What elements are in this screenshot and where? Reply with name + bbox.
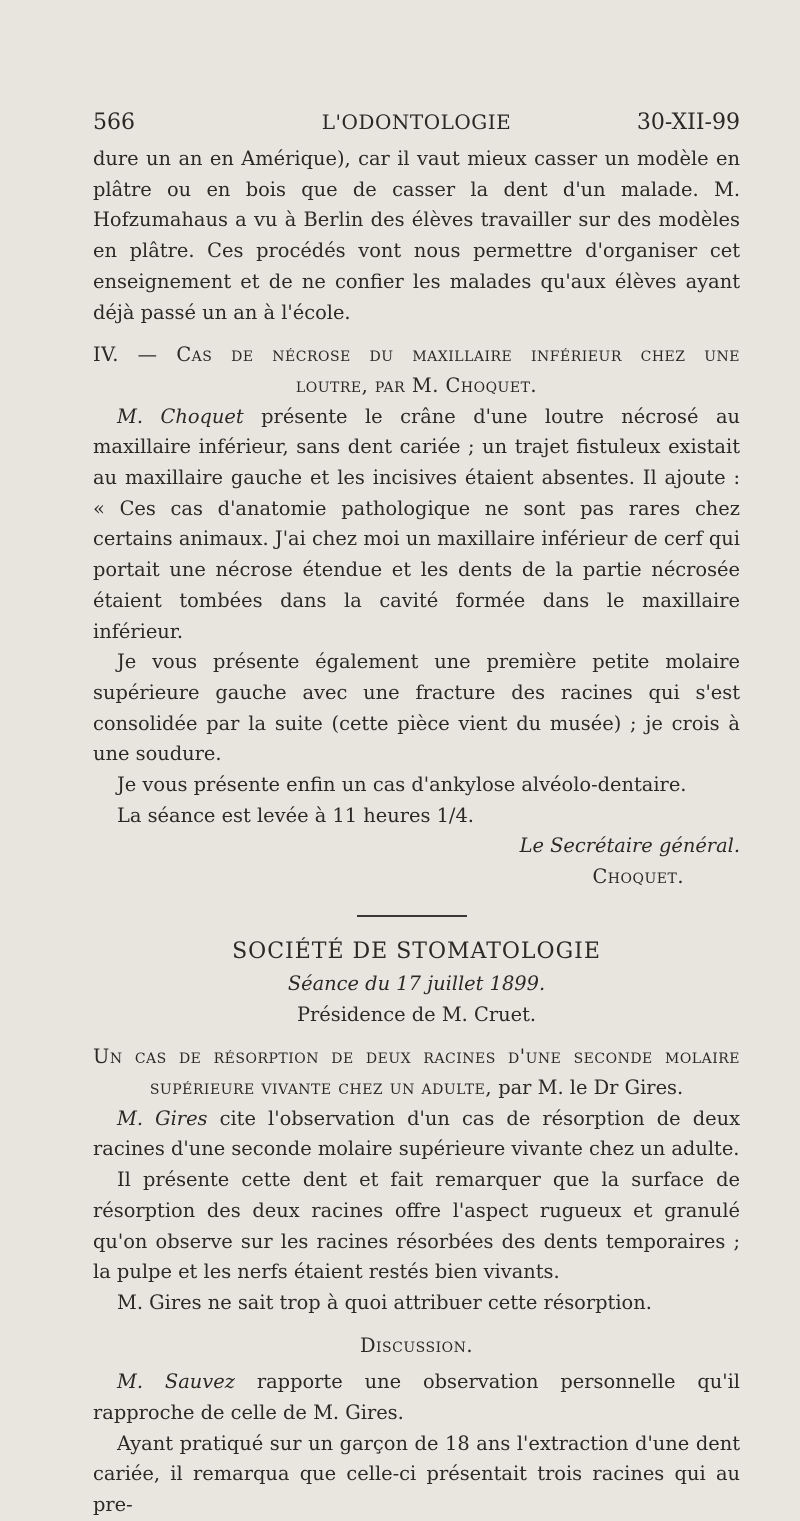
paragraph-choquet (93, 402, 740, 648)
issue-date: 30-XII-99 (636, 110, 740, 135)
journal-title: L'ODONTOLOGIE (321, 110, 512, 134)
page-number: 566 (93, 110, 135, 135)
paragraph-seance-levee: La séance est levée à 11 heures 1/4. (117, 803, 474, 827)
choquet-text: présente le crâne d'une loutre nécrosé au maxillaire inférieur, sans dent cariée ; un trajet fistuleux existait au maxillaire gauche et les incisives étaient absentes. Il ajoute : « Ces cas d'anatomie pathologique ne sont pas rares chez certains animaux. J'ai chez moi un maxillaire inférieur de cerf qui portait une nécrose étendue et les dents de la partie nécrosée étaient tombées dans la cavité formée dans le maxillaire inférieur. (93, 404, 741, 643)
speaker-sauvez: M. Sauvez (117, 1370, 235, 1394)
speaker-choquet: M. Choquet (117, 404, 244, 428)
paragraph-ankylose: Je vous présente enfin un cas d'ankylose alvéolo-dentaire. (117, 773, 687, 797)
society-title: SOCIÉTÉ DE STOMATOLOGIE (232, 938, 601, 964)
article-author: par M. le Dr Gires. (492, 1075, 684, 1099)
page-body (93, 144, 740, 1521)
session-date (93, 969, 740, 1000)
paragraph-sauvez (93, 1367, 740, 1428)
signature-role: Le Secrétaire général. (519, 834, 740, 858)
signature-name: Choquet. (592, 865, 684, 889)
section-heading-line-2: loutre, par M. Choquet. (295, 373, 538, 397)
paragraph-extraction: Ayant pratiqué sur un garçon de 18 ans l'extraction d'une dent cariée, il remarqua que celle-ci présentait trois racines qui au pre- (93, 1431, 740, 1517)
sauvez-text: rapporte une observation personnelle qu'il rapproche de celle de M. Gires. (93, 1370, 740, 1425)
running-header (93, 110, 740, 140)
section-divider (357, 915, 467, 917)
paragraph-continued: dure un an en Amérique), car il vaut mieux casser un modèle en plâtre ou en bois que de casser la dent d'un malade. M. Hofzumahaus a vu à Berlin des élèves travailler sur des modèles en plâtre. Ces procédés vont nous permettre d'organiser cet enseignement et de ne confier les malades qu'aux élèves ayant déjà passé un an à l'école. (93, 147, 740, 324)
paragraph-attribuer: M. Gires ne sait trop à quoi attribuer cette résorption. (117, 1290, 652, 1314)
paragraph-molaire: Je vous présente également une première petite molaire supérieure gauche avec une fracture des racines qui s'est consolidée par la suite (cette pièce vient du musée) ; je crois à une soudure. (93, 650, 740, 766)
paragraph-presente-dent: Il présente cette dent et fait remarquer que la surface de résorption des deux racines offre l'aspect rugueux et granulé qu'on observe sur les racines résorbées des dents temporaires ; la pulpe et les nerfs étaient restés bien vivants. (93, 1168, 740, 1284)
presidency: Présidence de M. Cruet. (296, 1002, 537, 1026)
section-heading-iv (93, 340, 740, 401)
gires-text: cite l'observation d'un cas de résorption de deux racines d'une seconde molaire supérieure vivante chez un adulte. (93, 1106, 740, 1161)
section-heading-line-1: IV. — Cas de nécrose du maxillaire inférieur chez une (93, 343, 740, 367)
paragraph-gires (93, 1104, 740, 1165)
discussion-heading: Discussion. (359, 1333, 474, 1357)
session-date-text: Séance du 17 juillet 1899. (287, 971, 546, 995)
article-title-resorption (93, 1042, 740, 1103)
article-title-text: Un cas de résorption de deux racines d'une seconde molaire supérieure vivante chez un adulte, (93, 1045, 740, 1099)
speaker-gires: M. Gires (117, 1106, 208, 1130)
